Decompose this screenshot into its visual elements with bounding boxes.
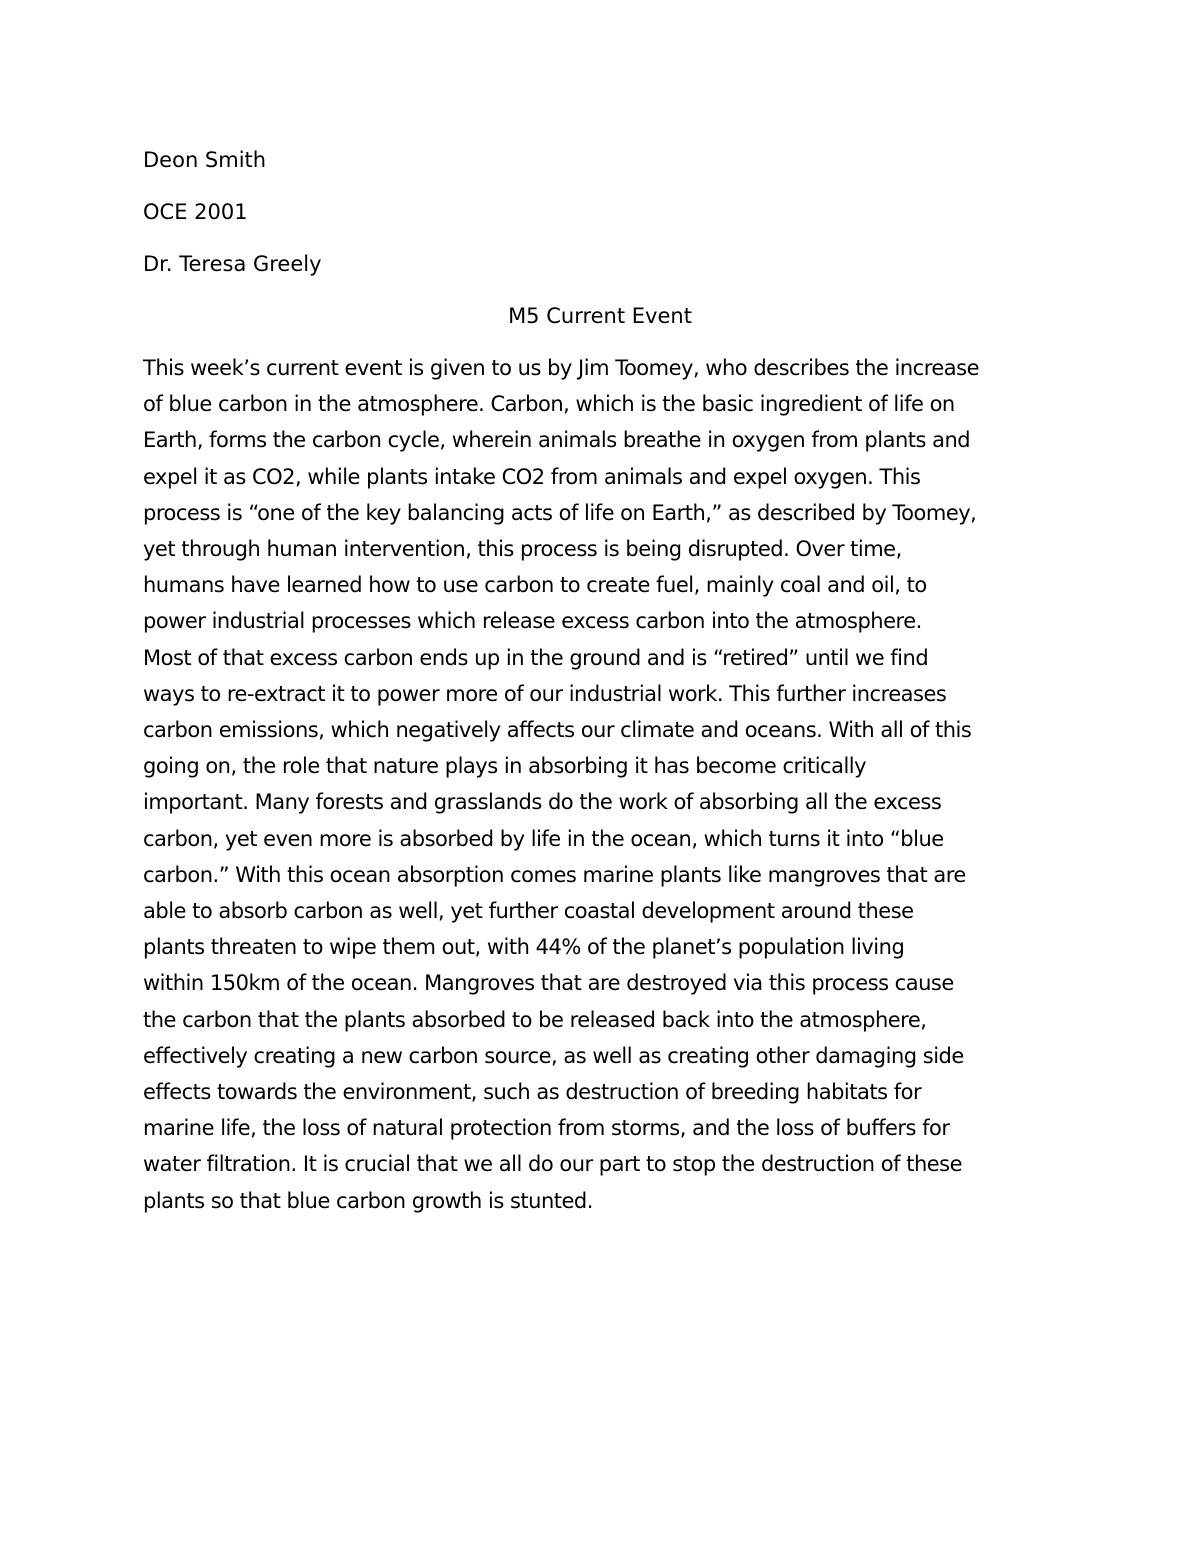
body-line: carbon, yet even more is absorbed by life in the ocean, which turns it into “blue	[143, 826, 944, 851]
author-name: Deon Smith	[143, 148, 267, 172]
body-line: able to absorb carbon as well, yet further coastal development around these	[143, 899, 914, 924]
body-line: effectively creating a new carbon source, as well as creating other damaging side	[143, 1043, 964, 1068]
body-paragraph	[143, 350, 1083, 1219]
body-line: going on, the role that nature plays in absorbing it has become critically	[143, 754, 867, 779]
body-line: humans have learned how to use carbon to create fuel, mainly coal and oil, to	[143, 573, 927, 598]
body-line: within 150km of the ocean. Mangroves that are destroyed via this process cause	[143, 971, 954, 996]
body-line: marine life, the loss of natural protection from storms, and the loss of buffers for	[143, 1116, 950, 1141]
body-line: water filtration. It is crucial that we all do our part to stop the destruction of these	[143, 1152, 963, 1177]
body-line: process is “one of the key balancing acts of life on Earth,” as described by Toomey,	[143, 500, 977, 525]
body-line: of blue carbon in the atmosphere. Carbon, which is the basic ingredient of life on	[143, 392, 955, 417]
body-line: expel it as CO2, while plants intake CO2 from animals and expel oxygen. This	[143, 464, 921, 489]
body-line: carbon.” With this ocean absorption comes marine plants like mangroves that are	[143, 862, 966, 887]
body-line: plants threaten to wipe them out, with 44% of the planet’s population living	[143, 935, 905, 960]
body-line: ways to re-extract it to power more of our industrial work. This further increases	[143, 681, 947, 706]
body-line: yet through human intervention, this process is being disrupted. Over time,	[143, 537, 902, 562]
body-line: power industrial processes which release excess carbon into the atmosphere.	[143, 609, 922, 634]
instructor-name: Dr. Teresa Greely	[143, 252, 322, 276]
body-line: important. Many forests and grasslands do the work of absorbing all the excess	[143, 790, 942, 815]
body-line: effects towards the environment, such as destruction of breeding habitats for	[143, 1080, 922, 1105]
course-code: OCE 2001	[143, 200, 248, 224]
document-title: M5 Current Event	[508, 304, 692, 328]
body-line: Most of that excess carbon ends up in the ground and is “retired” until we find	[143, 645, 929, 670]
body-line: Earth, forms the carbon cycle, wherein animals breathe in oxygen from plants and	[143, 428, 971, 453]
body-line: carbon emissions, which negatively affects our climate and oceans. With all of this	[143, 718, 972, 743]
body-line: This week’s current event is given to us by Jim Toomey, who describes the increase	[143, 356, 980, 380]
body-line: plants so that blue carbon growth is stunted.	[143, 1188, 593, 1213]
body-line: the carbon that the plants absorbed to be released back into the atmosphere,	[143, 1007, 927, 1032]
